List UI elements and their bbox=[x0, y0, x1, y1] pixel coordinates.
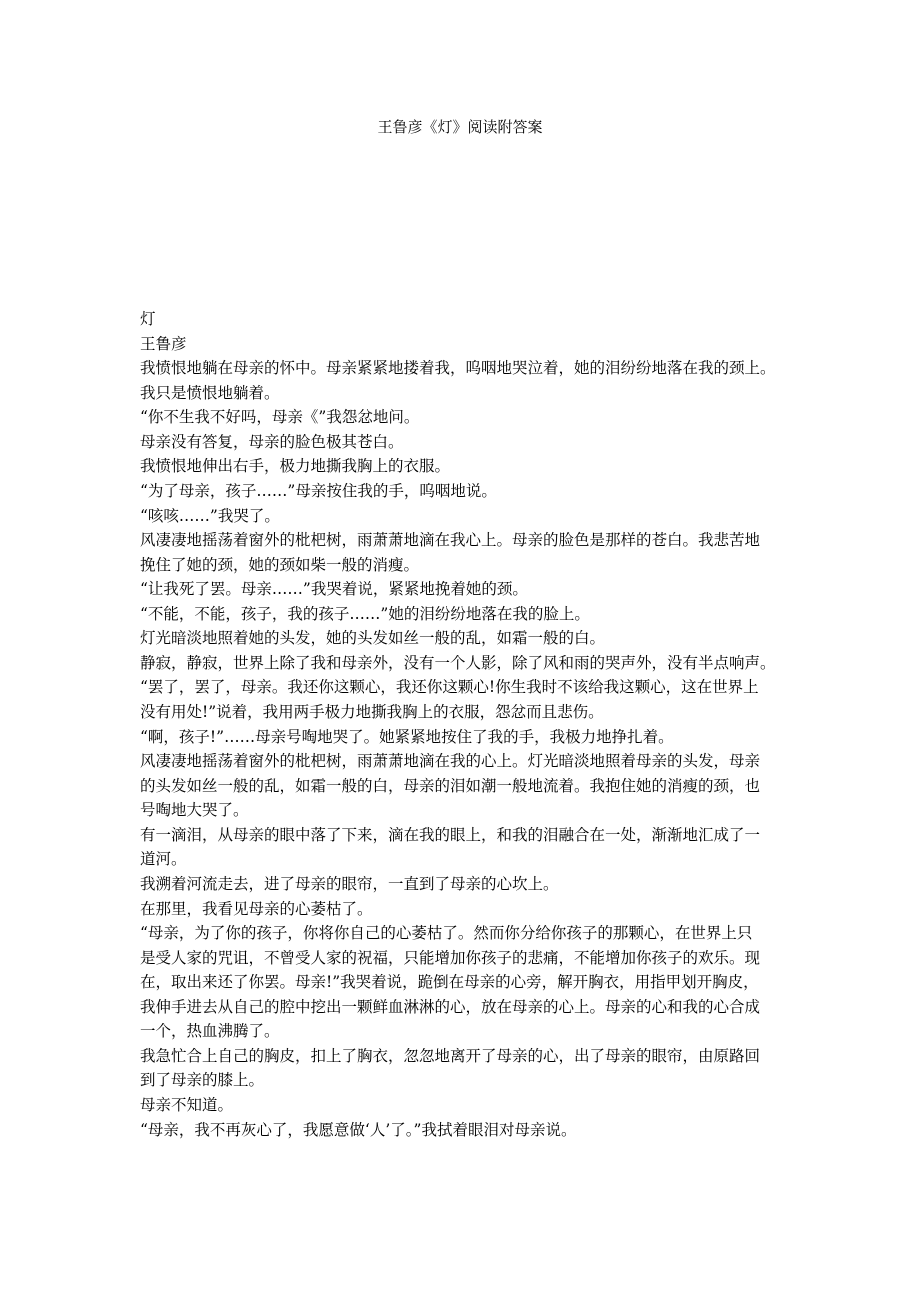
text-line: 我只是愤恨地躺着。 bbox=[140, 383, 280, 402]
document-body bbox=[140, 307, 800, 1142]
text-line: 是受人家的咒诅，不曾受人家的祝福，只能增加你孩子的悲痛，不能增加你孩子的欢乐。现 bbox=[140, 948, 761, 967]
text-line: “不能，不能，孩子，我的孩子……”她的泪纷纷地落在我的脸上。 bbox=[140, 604, 590, 623]
text-line: “母亲，我不再灰心了，我愿意做‘人’了。”我拭着眼泪对母亲说。 bbox=[140, 1120, 577, 1139]
text-line: 静寂，静寂，世界上除了我和母亲外，没有一个人影，除了风和雨的哭声外，没有半点响声。 bbox=[140, 653, 776, 672]
text-line: 有一滴泪，从母亲的眼中落了下来，滴在我的眼上，和我的泪融合在一处，渐渐地汇成了一 bbox=[140, 825, 761, 844]
text-line: 我愤恨地伸出右手，极力地撕我胸上的衣服。 bbox=[140, 457, 451, 476]
text-line: 到了母亲的膝上。 bbox=[140, 1071, 265, 1090]
text-line: 灯光暗淡地照着她的头发，她的头发如丝一般的乱，如霜一般的白。 bbox=[140, 629, 606, 648]
text-line: 我溯着河流走去，进了母亲的眼帘，一直到了母亲的心坎上。 bbox=[140, 874, 559, 893]
story-author: 王鲁彦 bbox=[140, 334, 187, 353]
text-line: 道河。 bbox=[140, 850, 187, 869]
document-title: 王鲁彦《灯》阅读附答案 bbox=[377, 118, 543, 136]
text-line: 在那里，我看见母亲的心萎枯了。 bbox=[140, 899, 373, 918]
text-line: 在，取出来还了你罢。母亲!”我哭着说，跪倒在母亲的心旁，解开胸衣，用指甲划开胸皮， bbox=[140, 973, 759, 992]
story-title: 灯 bbox=[140, 310, 156, 328]
text-line: 风凄凄地摇荡着窗外的枇杷树，雨萧萧地滴在我的心上。灯光暗淡地照着母亲的头发，母亲 bbox=[140, 752, 761, 771]
text-line: “你不生我不好吗，母亲《”我怨忿地问。 bbox=[140, 408, 420, 427]
text-line: 我伸手进去从自己的腔中挖出一颗鲜血淋淋的心，放在母亲的心上。母亲的心和我的心合成 bbox=[140, 997, 761, 1016]
text-line: 没有用处!”说着，我用两手极力地撕我胸上的衣服，怨忿而且悲伤。 bbox=[140, 703, 604, 721]
text-line: “咳咳……”我哭了。 bbox=[140, 506, 280, 525]
text-line: 我愤恨地躺在母亲的怀中。母亲紧紧地搂着我，呜咽地哭泣着，她的泪纷纷地落在我的颈上。 bbox=[140, 359, 776, 378]
text-line: “让我死了罢。母亲……”我哭着说，紧紧地挽着她的颈。 bbox=[140, 580, 528, 599]
text-line: 挽住了她的颈，她的颈如柴一般的消瘦。 bbox=[140, 555, 420, 574]
text-line: 风凄凄地摇荡着窗外的枇杷树，雨萧萧地滴在我心上。母亲的脸色是那样的苍白。我悲苦地 bbox=[140, 531, 761, 550]
text-line: 的头发如丝一般的乱，如霜一般的白，母亲的泪如潮一般地流着。我抱住她的消瘦的颈，也 bbox=[140, 776, 761, 795]
text-line: “罢了，罢了，母亲。我还你这颗心，我还你这颗心!你生我时不该给我这颗心，这在世界上 bbox=[140, 678, 759, 697]
text-line: 号啕地大哭了。 bbox=[140, 801, 249, 820]
text-line: “为了母亲，孩子……”母亲按住我的手，呜咽地说。 bbox=[140, 481, 497, 500]
text-line: 一个，热血沸腾了。 bbox=[140, 1022, 280, 1041]
text-line: “啊，孩子!”……母亲号啕地哭了。她紧紧地按住了我的手，我极力地挣扎着。 bbox=[140, 727, 674, 746]
text-line: “母亲，为了你的孩子，你将你自己的心萎枯了。然而你分给你孩子的那颗心，在世界上只 bbox=[140, 924, 753, 943]
text-line: 母亲没有答复，母亲的脸色极其苍白。 bbox=[140, 432, 404, 451]
text-line: 母亲不知道。 bbox=[140, 1096, 234, 1114]
text-line: 我急忙合上自己的胸皮，扣上了胸衣，忽忽地离开了母亲的心，出了母亲的眼帘，由原路回 bbox=[140, 1046, 761, 1065]
